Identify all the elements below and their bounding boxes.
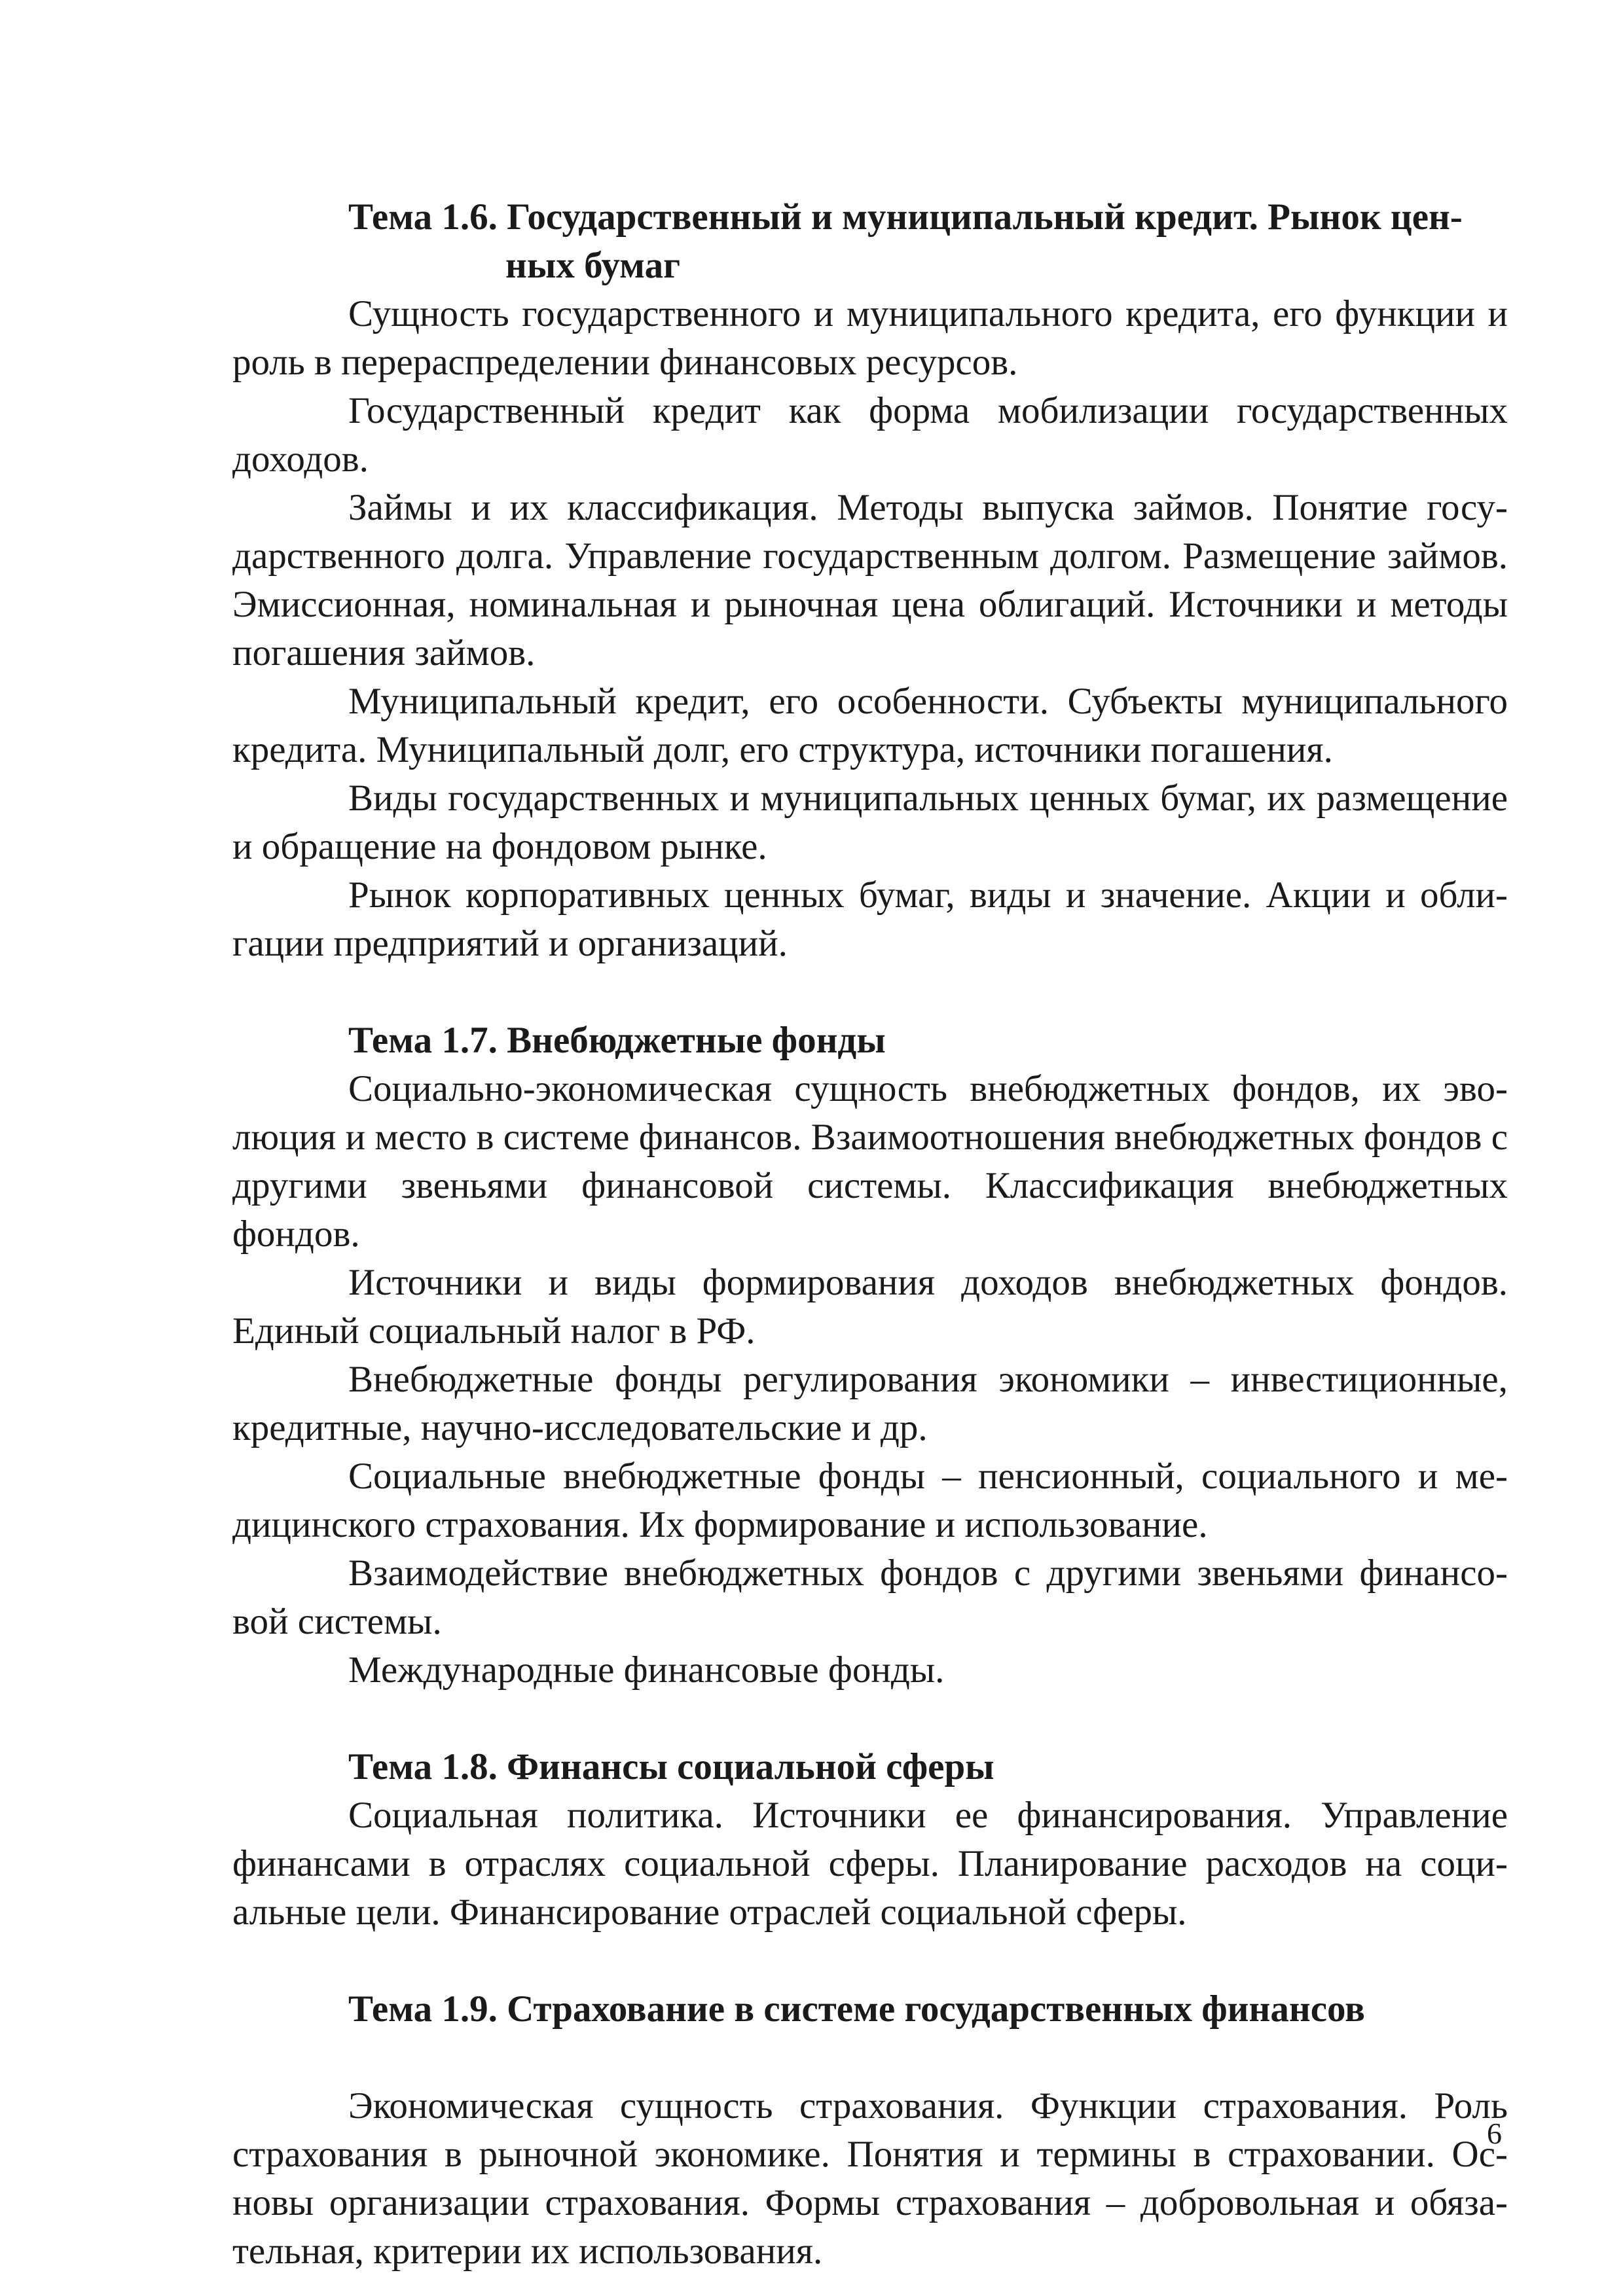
section-topic-1-6 <box>232 193 1508 968</box>
paragraph: Внебюджетные фонды регулирования экономики – инвестиционные, кредитные, научно-исследовательские и др. <box>232 1359 1508 1448</box>
paragraph: Социально-экономическая сущность внебюджетных фондов, их эволюция и место в системе финансов. Взаимоотношения внебюджетных фондов с другими звеньями финансовой системы. Классификация внебюджетных фондов. <box>232 1068 1508 1255</box>
section-topic-1-9 <box>232 1985 1508 2276</box>
paragraph: Международные финансовые фонды. <box>348 1649 945 1691</box>
section-heading: Тема 1.7. Внебюджетные фонды <box>348 1020 886 1061</box>
section-heading-line2: ных бумаг <box>505 245 680 286</box>
page-number: 6 <box>1487 2117 1502 2150</box>
paragraph: Социальные внебюджетные фонды – пенсионный, социального и медицинского страхования. Их формирование и использование. <box>232 1456 1508 1545</box>
section-heading: Тема 1.8. Финансы социальной сферы <box>348 1746 994 1787</box>
paragraph: Экономическая сущность страхования. Функции страхования. Роль страхования в рыночной экономике. Понятия и термины в страховании. Основы организации страхования. Формы страхования – добровольная и обязательная, критерии их использования. <box>232 2085 1508 2272</box>
paragraph: Виды государственных и муниципальных ценных бумаг, их размещение и обращение на фондовом рынке. <box>232 778 1508 867</box>
paragraph: Сущность государственного и муниципального кредита, его функции и роль в перераспределении финансовых ресурсов. <box>232 293 1508 383</box>
paragraph: Взаимодействие внебюджетных фондов с другими звеньями финансовой системы. <box>232 1552 1508 1642</box>
section-topic-1-7 <box>232 1016 1508 1695</box>
paragraph: Государственный кредит как форма мобилизации государственных доходов. <box>232 390 1508 480</box>
paragraph: Источники и виды формирования доходов внебюджетных фондов. Единый социальный налог в РФ. <box>232 1262 1508 1352</box>
section-heading-line1: Тема 1.6. Государственный и муниципальный кредит. Рынок цен- <box>348 196 1463 238</box>
section-heading <box>232 193 1508 290</box>
paragraph: Социальная политика. Источники ее финансирования. Управление финансами в отраслях социальной сферы. Планирование расходов на социальные цели. Финансирование отраслей социальной сферы. <box>232 1795 1508 1933</box>
paragraph: Муниципальный кредит, его особенности. Субъекты муниципального кредита. Муниципальный долг, его структура, источники погашения. <box>232 681 1508 770</box>
paragraph: Займы и их классификация. Методы выпуска займов. Понятие государственного долга. Управление государственным долгом. Размещение займов. Эмиссионная, номинальная и рыночная цена облигаций. Источники и методы погашения займов. <box>232 487 1508 673</box>
section-topic-1-8 <box>232 1743 1508 1937</box>
section-heading: Тема 1.9. Страхование в системе государственных финансов <box>348 1988 1365 2030</box>
document-page <box>232 193 1508 2276</box>
paragraph: Рынок корпоративных ценных бумаг, виды и значение. Акции и облигации предприятий и организаций. <box>232 874 1508 964</box>
